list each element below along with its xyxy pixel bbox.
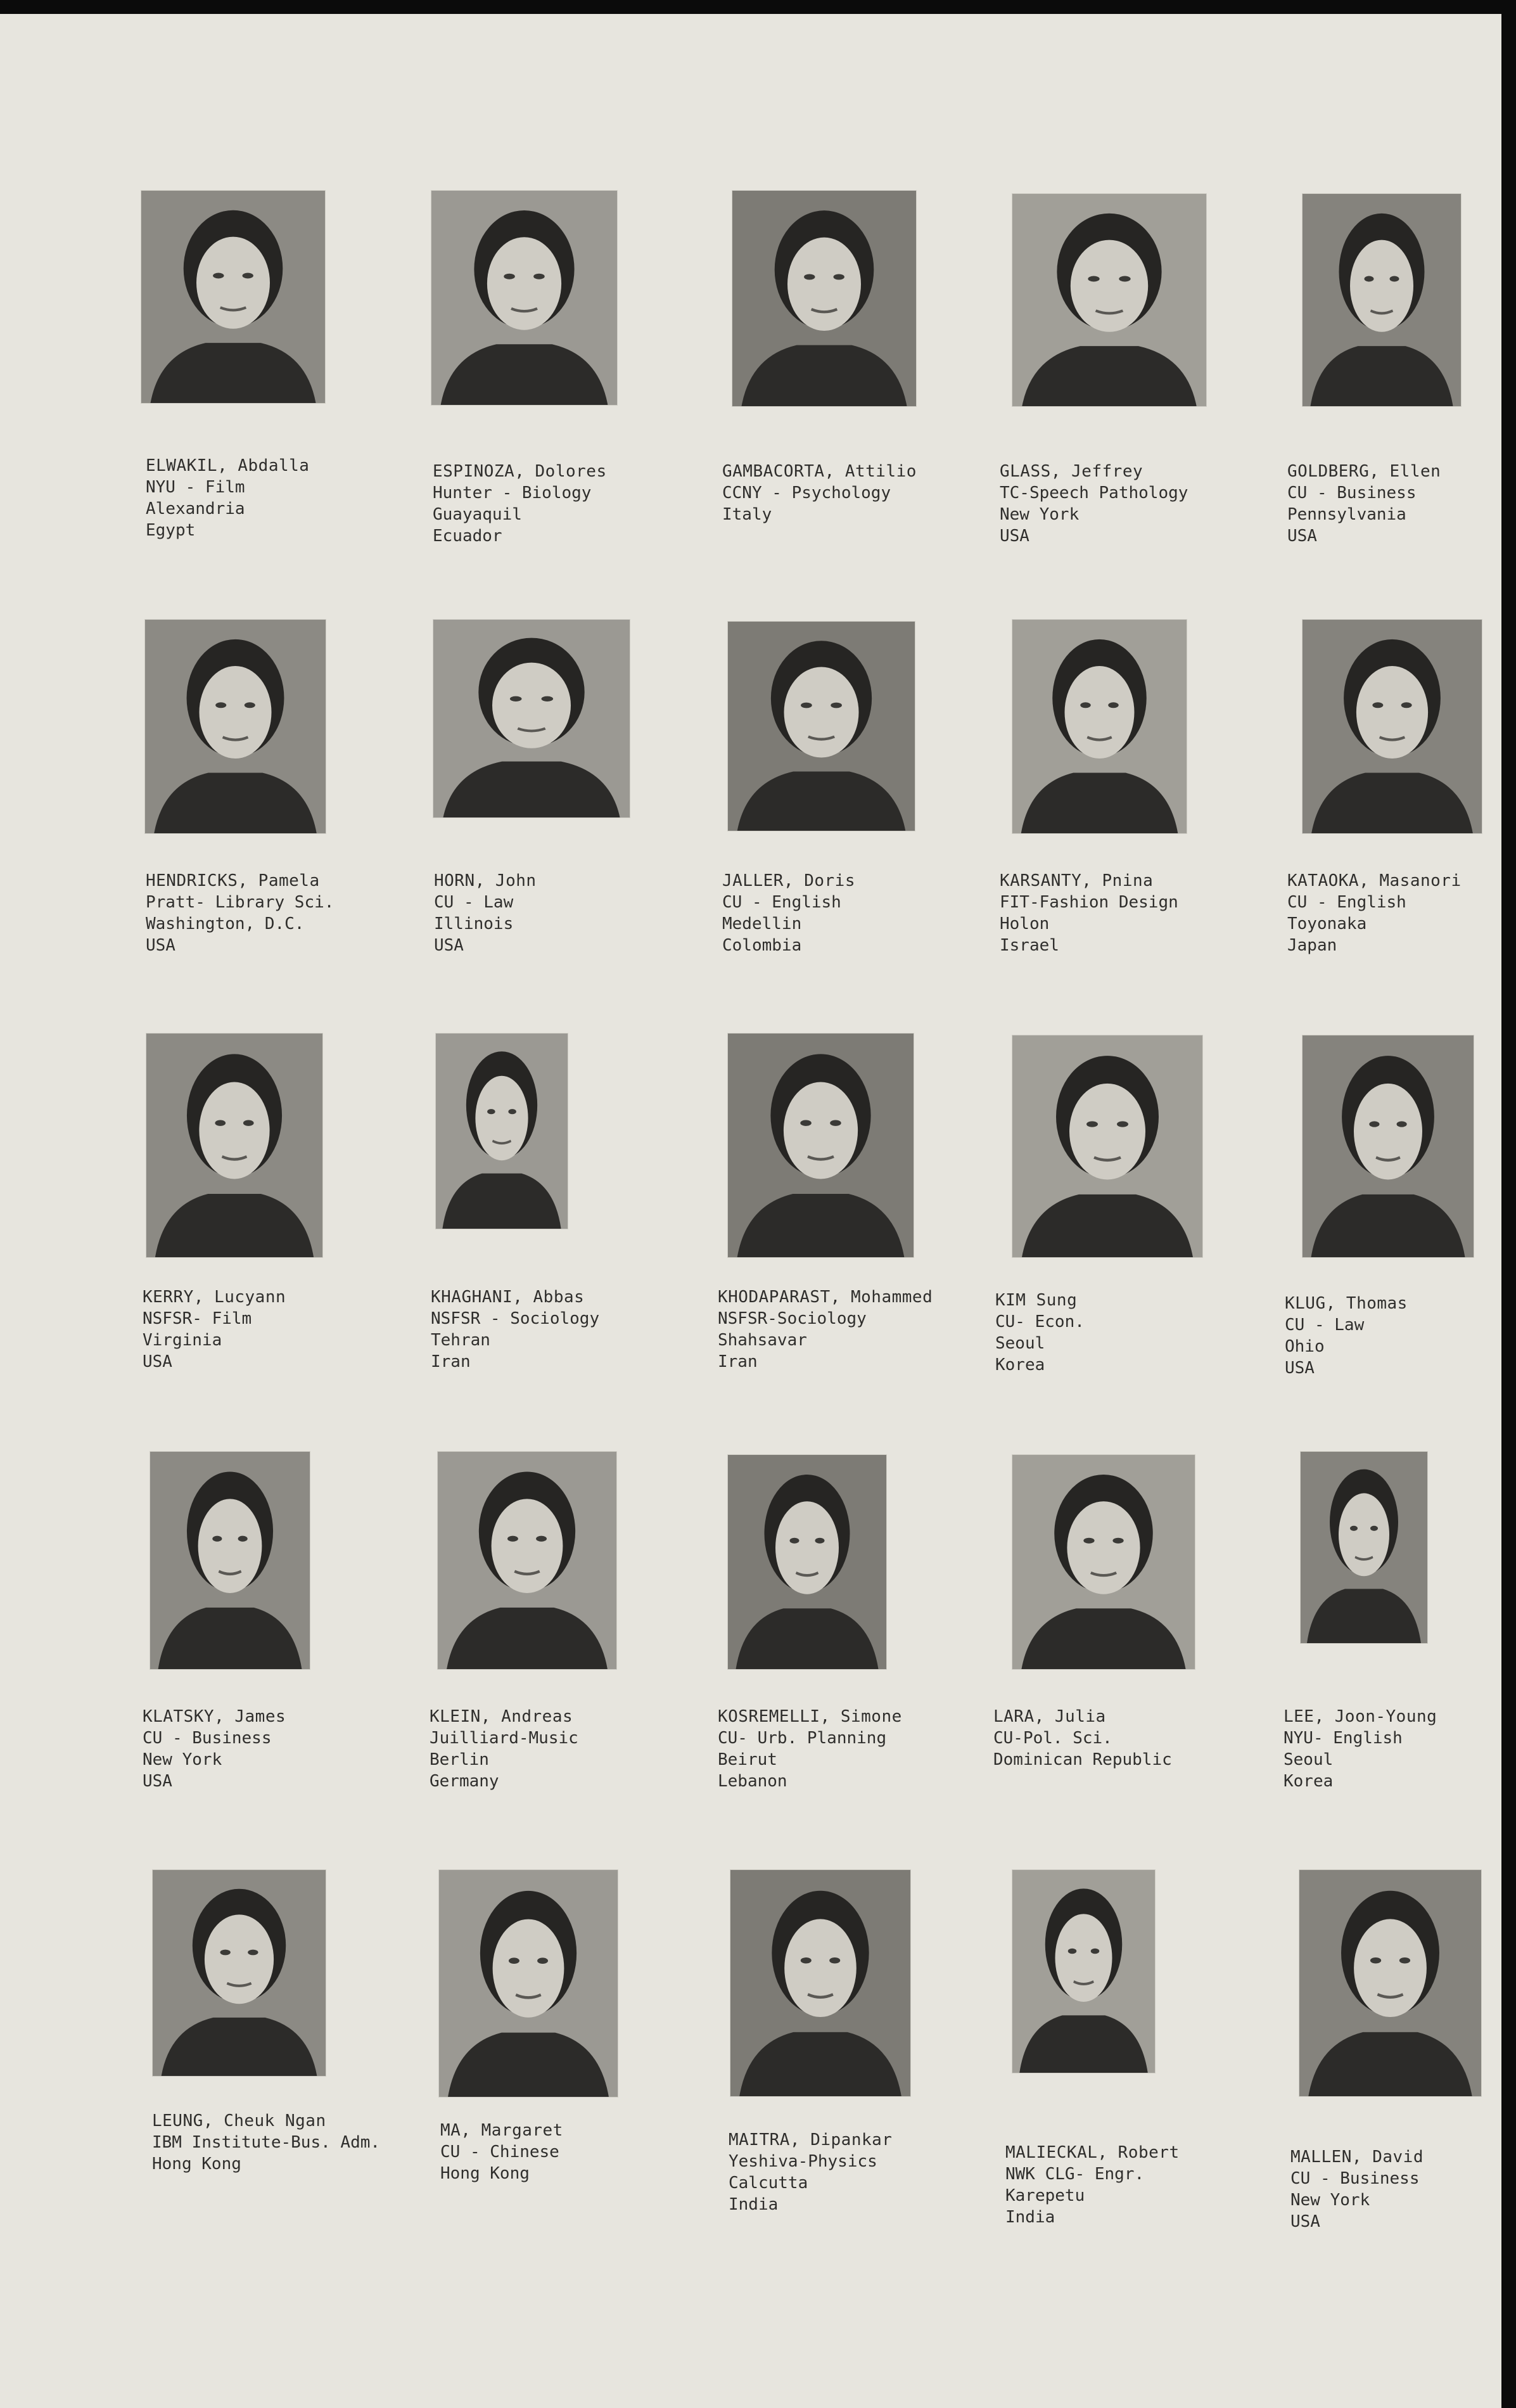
student-hometown: USA bbox=[143, 1352, 172, 1371]
portrait-photo bbox=[1300, 1451, 1428, 1644]
student-name: KARSANTY, Pnina bbox=[1000, 871, 1154, 890]
student-school-major: NYU- English bbox=[1284, 1729, 1403, 1748]
portrait-photo bbox=[437, 1451, 617, 1670]
portrait-photo bbox=[1012, 193, 1207, 407]
student-hometown: New York bbox=[1290, 2191, 1370, 2210]
student-hometown: Berlin bbox=[430, 1750, 489, 1769]
portrait-photo bbox=[1302, 619, 1482, 834]
student-hometown: Calcutta bbox=[729, 2174, 808, 2193]
student-caption bbox=[1005, 2142, 1180, 2228]
student-hometown: Illinois bbox=[434, 914, 514, 933]
student-caption bbox=[146, 870, 334, 956]
student-hometown: Seoul bbox=[1284, 1750, 1334, 1769]
student-school-major: CU - English bbox=[722, 893, 841, 912]
student-caption bbox=[995, 1290, 1085, 1376]
student-school-major: NWK CLG- Engr. bbox=[1005, 2165, 1145, 2184]
student-hometown: USA bbox=[1290, 2212, 1320, 2231]
student-hometown: Germany bbox=[430, 1772, 499, 1791]
student-hometown: Ecuador bbox=[433, 527, 502, 546]
student-school-major: CCNY - Psychology bbox=[722, 484, 891, 503]
student-name: HORN, John bbox=[434, 871, 537, 890]
student-school-major: Yeshiva-Physics bbox=[729, 2152, 877, 2171]
student-hometown: Shahsavar bbox=[718, 1331, 807, 1350]
student-school-major: CU - Chinese bbox=[440, 2142, 559, 2161]
student-caption bbox=[433, 461, 607, 547]
student-school-major: Pratt- Library Sci. bbox=[146, 893, 334, 912]
student-hometown: Korea bbox=[995, 1355, 1045, 1374]
student-school-major: CU - Law bbox=[1285, 1316, 1365, 1335]
student-name: KHODAPARAST, Mohammed bbox=[718, 1288, 933, 1307]
student-name: KHAGHANI, Abbas bbox=[431, 1288, 585, 1307]
student-hometown: Lebanon bbox=[718, 1772, 787, 1791]
student-hometown: Italy bbox=[722, 505, 772, 524]
student-hometown: New York bbox=[1000, 505, 1080, 524]
student-name: KLATSKY, James bbox=[143, 1707, 286, 1726]
portrait-photo bbox=[727, 621, 915, 831]
student-name: GOLDBERG, Ellen bbox=[1287, 462, 1441, 481]
student-hometown: Israel bbox=[1000, 936, 1059, 955]
student-caption bbox=[1000, 461, 1188, 547]
student-caption bbox=[993, 1706, 1172, 1771]
student-school-major: CU - Business bbox=[1290, 2169, 1420, 2188]
student-caption bbox=[1287, 870, 1462, 956]
student-school-major: CU - Business bbox=[1287, 484, 1417, 503]
portrait-photo bbox=[146, 1033, 323, 1258]
student-hometown: Seoul bbox=[995, 1334, 1045, 1353]
student-hometown: Washington, D.C. bbox=[146, 914, 305, 933]
student-caption bbox=[152, 2110, 380, 2175]
student-hometown: USA bbox=[1285, 1359, 1315, 1378]
student-name: KIM Sung bbox=[995, 1291, 1078, 1310]
student-hometown: Ohio bbox=[1285, 1337, 1325, 1356]
student-hometown: Toyonaka bbox=[1287, 914, 1367, 933]
student-name: LEUNG, Cheuk Ngan bbox=[152, 2111, 326, 2130]
student-hometown: Dominican Republic bbox=[993, 1750, 1172, 1769]
portrait-photo bbox=[431, 190, 618, 406]
student-school-major: CU- Urb. Planning bbox=[718, 1729, 887, 1748]
student-school-major: FIT-Fashion Design bbox=[1000, 893, 1178, 912]
student-name: LEE, Joon-Young bbox=[1284, 1707, 1437, 1726]
portrait-photo bbox=[732, 190, 917, 407]
student-caption bbox=[718, 1706, 902, 1792]
student-hometown: Hong Kong bbox=[440, 2164, 530, 2183]
student-school-major: NSFSR-Sociology bbox=[718, 1309, 867, 1328]
student-name: HENDRICKS, Pamela bbox=[146, 871, 320, 890]
student-hometown: Medellin bbox=[722, 914, 802, 933]
student-name: ELWAKIL, Abdalla bbox=[146, 456, 310, 475]
student-caption bbox=[718, 1286, 933, 1373]
portrait-photo bbox=[1299, 1869, 1482, 2097]
student-school-major: Hunter - Biology bbox=[433, 484, 592, 503]
portrait-photo bbox=[1012, 619, 1187, 834]
student-name: GAMBACORTA, Attilio bbox=[722, 462, 917, 481]
student-name: KATAOKA, Masanori bbox=[1287, 871, 1462, 890]
student-caption bbox=[1287, 461, 1441, 547]
student-hometown: Guayaquil bbox=[433, 505, 522, 524]
portrait-photo bbox=[1012, 1454, 1195, 1670]
student-hometown: Japan bbox=[1287, 936, 1337, 955]
student-caption bbox=[440, 2120, 563, 2184]
student-hometown: Colombia bbox=[722, 936, 802, 955]
student-hometown: New York bbox=[143, 1750, 222, 1769]
portrait-photo bbox=[1012, 1869, 1156, 2073]
student-name: GLASS, Jeffrey bbox=[1000, 462, 1143, 481]
student-school-major: CU- Econ. bbox=[995, 1312, 1085, 1331]
student-school-major: CU - English bbox=[1287, 893, 1406, 912]
scan-edge bbox=[1501, 14, 1516, 2408]
portrait-photo bbox=[152, 1869, 326, 2077]
student-name: MA, Margaret bbox=[440, 2121, 563, 2140]
student-hometown: Iran bbox=[431, 1352, 471, 1371]
student-name: KLEIN, Andreas bbox=[430, 1707, 573, 1726]
student-hometown: India bbox=[1005, 2208, 1055, 2227]
student-hometown: Beirut bbox=[718, 1750, 777, 1769]
student-school-major: NYU - Film bbox=[146, 478, 245, 497]
portrait-photo bbox=[1302, 1035, 1474, 1258]
student-name: KLUG, Thomas bbox=[1285, 1294, 1408, 1313]
student-caption bbox=[1290, 2146, 1424, 2232]
student-caption bbox=[143, 1706, 286, 1792]
student-hometown: USA bbox=[143, 1772, 172, 1791]
portrait-photo bbox=[435, 1033, 568, 1229]
portrait-photo bbox=[438, 1869, 618, 2097]
student-hometown: Tehran bbox=[431, 1331, 490, 1350]
student-caption bbox=[431, 1286, 599, 1373]
student-hometown: USA bbox=[146, 936, 175, 955]
student-hometown: Egypt bbox=[146, 521, 196, 540]
student-hometown: Karepetu bbox=[1005, 2186, 1085, 2205]
student-hometown: Hong Kong bbox=[152, 2155, 241, 2174]
student-school-major: CU - Business bbox=[143, 1729, 272, 1748]
student-hometown: Virginia bbox=[143, 1331, 222, 1350]
student-caption bbox=[146, 455, 309, 541]
student-name: KERRY, Lucyann bbox=[143, 1288, 286, 1307]
student-hometown: USA bbox=[1000, 527, 1029, 546]
student-caption bbox=[1284, 1706, 1437, 1792]
student-school-major: CU-Pol. Sci. bbox=[993, 1729, 1112, 1748]
student-school-major: NSFSR- Film bbox=[143, 1309, 252, 1328]
student-hometown: Holon bbox=[1000, 914, 1050, 933]
portrait-photo bbox=[433, 619, 630, 818]
student-hometown: India bbox=[729, 2195, 779, 2214]
portrait-photo bbox=[1012, 1035, 1203, 1258]
student-hometown: Pennsylvania bbox=[1287, 505, 1406, 524]
student-caption bbox=[1000, 870, 1178, 956]
portrait-photo bbox=[730, 1869, 911, 2097]
student-name: LARA, Julia bbox=[993, 1707, 1106, 1726]
student-caption bbox=[1285, 1293, 1408, 1379]
student-name: ESPINOZA, Dolores bbox=[433, 462, 607, 481]
student-caption bbox=[722, 870, 855, 956]
student-school-major: Juilliard-Music bbox=[430, 1729, 578, 1748]
portrait-photo bbox=[144, 619, 326, 834]
student-name: JALLER, Doris bbox=[722, 871, 855, 890]
student-school-major: TC-Speech Pathology bbox=[1000, 484, 1188, 503]
student-caption bbox=[430, 1706, 578, 1792]
student-school-major: IBM Institute-Bus. Adm. bbox=[152, 2133, 381, 2152]
student-caption bbox=[729, 2129, 892, 2215]
student-hometown: Alexandria bbox=[146, 499, 245, 518]
student-name: MALLEN, David bbox=[1290, 2148, 1424, 2167]
student-name: KOSREMELLI, Simone bbox=[718, 1707, 902, 1726]
portrait-photo bbox=[727, 1454, 887, 1670]
student-hometown: Iran bbox=[718, 1352, 758, 1371]
student-name: MAITRA, Dipankar bbox=[729, 2130, 893, 2149]
student-hometown: USA bbox=[434, 936, 464, 955]
student-caption bbox=[434, 870, 537, 956]
student-caption bbox=[722, 461, 917, 525]
student-school-major: CU - Law bbox=[434, 893, 514, 912]
student-caption bbox=[143, 1286, 286, 1373]
student-name: MALIECKAL, Robert bbox=[1005, 2143, 1180, 2162]
student-hometown: USA bbox=[1287, 527, 1317, 546]
portrait-photo bbox=[150, 1451, 310, 1670]
student-hometown: Korea bbox=[1284, 1772, 1334, 1791]
student-school-major: NSFSR - Sociology bbox=[431, 1309, 600, 1328]
portrait-photo bbox=[1302, 193, 1462, 407]
portrait-photo bbox=[727, 1033, 914, 1258]
portrait-photo bbox=[141, 190, 326, 404]
